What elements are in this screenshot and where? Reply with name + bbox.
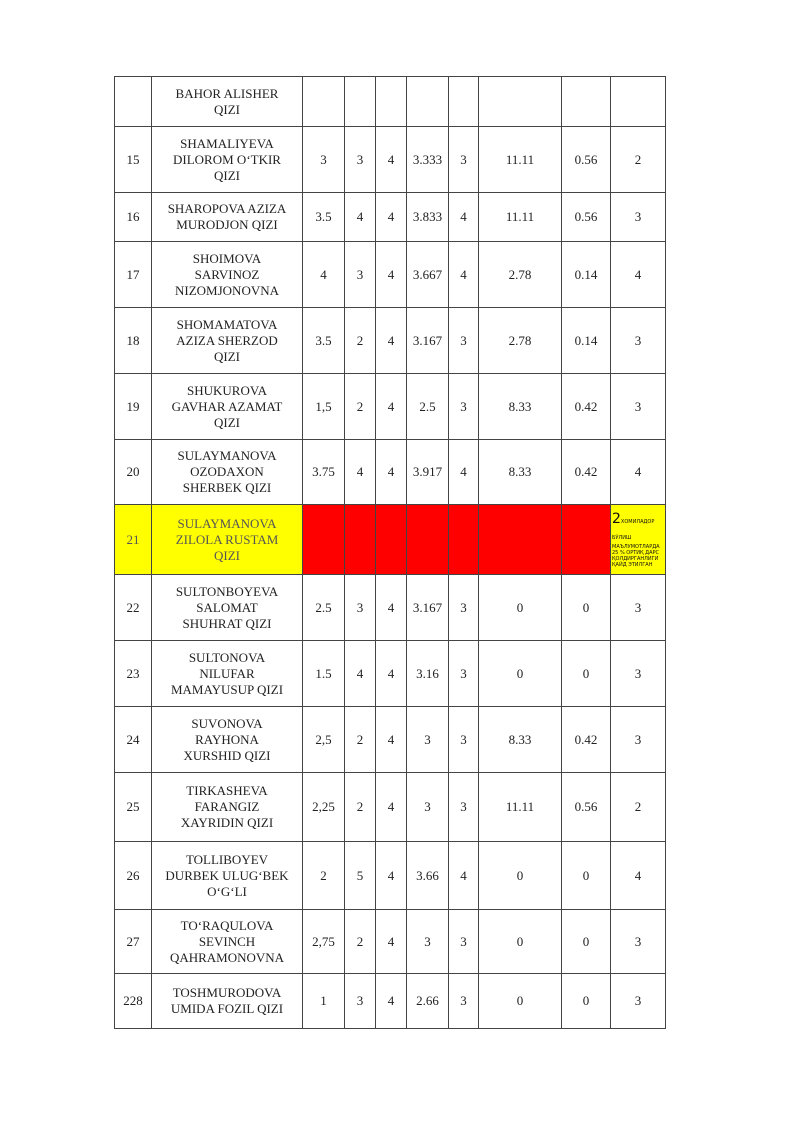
grade-cell: 4: [376, 842, 407, 910]
student-name: [152, 440, 303, 505]
grade-cell: 4: [376, 193, 407, 242]
grade-cell: 3.5: [303, 308, 345, 374]
grade-cell: 4: [376, 127, 407, 193]
table-row: [115, 77, 666, 127]
row-number: 22: [115, 575, 152, 641]
grade-cell: 5: [345, 842, 376, 910]
student-name: [152, 308, 303, 374]
grade-cell: 0: [479, 842, 562, 910]
table-row: [115, 242, 666, 308]
grade-cell: 2: [345, 707, 376, 773]
grade-cell: 4: [303, 242, 345, 308]
name-line: SHUHRAT QIZI: [182, 615, 272, 631]
name-line: XAYRIDIN QIZI: [180, 815, 274, 830]
name-line: AZIZA SHERZOD: [176, 332, 278, 348]
grade-cell: 3: [449, 308, 479, 374]
name-line: UMIDA FOZIL QIZI: [170, 1001, 284, 1016]
grade-cell: 4: [345, 641, 376, 707]
grade-cell: 3.167: [407, 575, 449, 641]
table-row: [115, 842, 666, 910]
name-line: O‘G‘LI: [207, 883, 247, 899]
grade-cell: 2: [345, 773, 376, 842]
name-line: QIZI: [214, 101, 240, 117]
grade-cell: 4: [376, 575, 407, 641]
row-number: [115, 77, 152, 127]
grade-cell: 3.66: [407, 842, 449, 910]
grade-cell: [562, 77, 611, 127]
grade-cell: 8.33: [479, 440, 562, 505]
name-line: SULAYMANOVA: [177, 515, 277, 531]
grade-cell: 0.14: [562, 308, 611, 374]
grade-cell: 4: [449, 193, 479, 242]
grade-cell: 4: [611, 842, 666, 910]
grade-cell: [479, 77, 562, 127]
grade-cell: 0.56: [562, 127, 611, 193]
grade-cell: [376, 505, 407, 575]
name-line: SHOIMOVA: [192, 250, 262, 266]
note-text: МАЪЛУМОТЛАРДА 25 % ОРТИҚ ДАРС ҚОЛДИРГАНЛИГИ ҚАЙД ЭТИЛГАН: [612, 544, 660, 568]
grade-cell: 2.78: [479, 242, 562, 308]
grade-cell: 3: [611, 707, 666, 773]
row-number: 21: [115, 505, 152, 575]
grade-cell: 4: [611, 440, 666, 505]
grade-cell: 3.833: [407, 193, 449, 242]
name-line: FARANGIZ: [194, 799, 260, 814]
grade-cell: 0.42: [562, 440, 611, 505]
name-line: BAHOR ALISHER: [175, 85, 279, 101]
name-line: QIZI: [214, 414, 240, 430]
grade-cell: 4: [376, 641, 407, 707]
name-line: OZODAXON: [190, 464, 264, 479]
grade-cell: 4: [376, 374, 407, 440]
grade-cell: 2.78: [479, 308, 562, 374]
grade-cell: 3: [611, 575, 666, 641]
grade-cell: [562, 505, 611, 575]
row-number: 25: [115, 773, 152, 842]
grade-cell: 4: [345, 193, 376, 242]
row-number: 20: [115, 440, 152, 505]
student-name: [152, 575, 303, 641]
grade-cell: [345, 77, 376, 127]
grade-cell: 0: [479, 910, 562, 974]
table-row: [115, 440, 666, 505]
name-line: RAYHONA: [195, 731, 259, 747]
grade-cell: 4: [449, 842, 479, 910]
name-line: SALOMAT: [196, 599, 258, 615]
grade-cell: [449, 77, 479, 127]
name-line: SARVINOZ: [194, 266, 260, 282]
name-line: MAMAYUSUP QIZI: [170, 681, 284, 697]
grade-cell: [407, 77, 449, 127]
student-name: [152, 773, 303, 842]
table-row: [115, 773, 666, 842]
row-number: 26: [115, 842, 152, 910]
name-line: SULAYMANOVA: [177, 448, 277, 463]
name-line: SULTONOVA: [188, 649, 266, 665]
student-name: [152, 910, 303, 974]
grade-cell: 3.5: [303, 193, 345, 242]
grade-cell: 2: [345, 910, 376, 974]
name-line: NILUFAR: [199, 665, 255, 681]
grade-cell: 4: [376, 308, 407, 374]
grade-cell: 3: [407, 707, 449, 773]
table-row: [115, 974, 666, 1029]
table-row: [115, 707, 666, 773]
grade-cell: 3: [407, 773, 449, 842]
row-number: 23: [115, 641, 152, 707]
row-number: 27: [115, 910, 152, 974]
row-number: 17: [115, 242, 152, 308]
grade-cell: 4: [376, 707, 407, 773]
name-line: NIZOMJONOVNA: [175, 282, 279, 298]
student-name: [152, 77, 303, 127]
name-line: SHAMALIYEVA: [180, 135, 274, 151]
grade-cell: 3: [449, 127, 479, 193]
grade-cell: [449, 505, 479, 575]
grade-cell: 4: [611, 242, 666, 308]
grade-cell: 1: [303, 974, 345, 1029]
student-name: [152, 842, 303, 910]
grade-cell: 11.11: [479, 773, 562, 842]
grade-cell: 2: [611, 773, 666, 842]
grade-cell: 3: [449, 575, 479, 641]
row-number: 19: [115, 374, 152, 440]
student-name: [152, 641, 303, 707]
grade-cell: 2: [345, 308, 376, 374]
name-line: QAHRAMONOVNA: [169, 949, 285, 965]
name-line: SEVINCH: [198, 933, 256, 949]
grade-cell: 3: [611, 910, 666, 974]
name-line: SHUKUROVA: [187, 382, 267, 398]
grade-cell: 3: [611, 641, 666, 707]
grade-cell: 2,75: [303, 910, 345, 974]
name-line: TOSHMURODOVA: [172, 985, 282, 1000]
grade-cell: 4: [345, 440, 376, 505]
name-line: GAVHAR AZAMAT: [171, 398, 283, 414]
student-name: [152, 707, 303, 773]
student-name: [152, 127, 303, 193]
grade-cell: 0.56: [562, 193, 611, 242]
grade-cell: 3: [449, 910, 479, 974]
grade-cell: 2,5: [303, 707, 345, 773]
student-name: [152, 193, 303, 242]
grade-cell: 3: [345, 575, 376, 641]
grade-cell: 0: [562, 842, 611, 910]
grade-cell: 1.5: [303, 641, 345, 707]
grade-cell: 4: [376, 974, 407, 1029]
grade-cell: 0: [562, 575, 611, 641]
table-row: [115, 308, 666, 374]
row-number: 228: [115, 974, 152, 1029]
name-line: DURBEK ULUG‘BEK: [165, 867, 289, 883]
grade-cell: 3.333: [407, 127, 449, 193]
name-line: DILOROM O‘TKIR: [173, 151, 281, 167]
table-row: [115, 374, 666, 440]
grade-cell: 3: [345, 974, 376, 1029]
note-heading: ХОМИЛАДОР БЎЛИШ: [612, 519, 655, 541]
row-number: 16: [115, 193, 152, 242]
row-number: 24: [115, 707, 152, 773]
table-row: [115, 127, 666, 193]
name-line: TO‘RAQULOVA: [180, 917, 274, 933]
grade-cell: 4: [449, 440, 479, 505]
grade-cell: 3: [611, 308, 666, 374]
table-row: [115, 910, 666, 974]
grade-cell: 0: [562, 974, 611, 1029]
grade-cell: 4: [376, 242, 407, 308]
grade-cell: 0.42: [562, 374, 611, 440]
grade-cell: 4: [376, 910, 407, 974]
grade-cell: 11.11: [479, 127, 562, 193]
name-line: MURODJON QIZI: [176, 217, 278, 232]
grade-cell: 3: [449, 773, 479, 842]
grade-cell: 3: [449, 707, 479, 773]
student-name: [152, 974, 303, 1029]
grade-cell: 3.917: [407, 440, 449, 505]
note-number: 2: [612, 511, 621, 527]
grade-cell: 3: [611, 974, 666, 1029]
grade-cell: 0: [562, 641, 611, 707]
grade-cell: 3: [407, 910, 449, 974]
row-number: 18: [115, 308, 152, 374]
grade-cell: 4: [376, 440, 407, 505]
grade-cell: 2.5: [407, 374, 449, 440]
grade-cell: 2: [611, 127, 666, 193]
grade-cell: 0: [479, 641, 562, 707]
name-line: SHAROPOVA AZIZA: [167, 201, 287, 216]
note-cell: [611, 505, 666, 575]
grade-cell: 2: [345, 374, 376, 440]
grade-cell: [345, 505, 376, 575]
grade-cell: 0.14: [562, 242, 611, 308]
grade-cell: 3.75: [303, 440, 345, 505]
grade-cell: 2: [303, 842, 345, 910]
grade-cell: 2.5: [303, 575, 345, 641]
grade-cell: [376, 77, 407, 127]
grade-cell: 3: [449, 641, 479, 707]
grade-cell: 3: [611, 193, 666, 242]
grades-table: [114, 76, 666, 1029]
name-line: TIRKASHEVA: [186, 783, 268, 798]
grade-cell: 3: [345, 127, 376, 193]
grade-cell: [611, 77, 666, 127]
grade-cell: [303, 77, 345, 127]
grade-cell: 2,25: [303, 773, 345, 842]
student-name: [152, 505, 303, 575]
grade-cell: 0: [479, 974, 562, 1029]
grade-cell: 4: [449, 242, 479, 308]
grade-cell: 3: [345, 242, 376, 308]
name-line: XURSHID QIZI: [183, 747, 271, 763]
table-body: [115, 77, 666, 1029]
grade-cell: 8.33: [479, 374, 562, 440]
table-row: [115, 193, 666, 242]
row-number: 15: [115, 127, 152, 193]
name-line: SULTONBOYEVA: [175, 583, 279, 599]
grade-cell: 0.42: [562, 707, 611, 773]
grade-cell: 2.66: [407, 974, 449, 1029]
grade-cell: 3.667: [407, 242, 449, 308]
student-name: [152, 242, 303, 308]
table-row: [115, 575, 666, 641]
grade-cell: [303, 505, 345, 575]
grade-cell: [479, 505, 562, 575]
grade-cell: 3: [611, 374, 666, 440]
name-line: ZILOLA RUSTAM: [175, 531, 279, 547]
grade-cell: 0: [562, 910, 611, 974]
grade-cell: 0: [479, 575, 562, 641]
name-line: QIZI: [214, 348, 240, 364]
table-row: [115, 641, 666, 707]
name-line: QIZI: [214, 547, 240, 563]
grade-cell: 3: [449, 974, 479, 1029]
table-row: [115, 505, 666, 575]
grade-cell: 0.56: [562, 773, 611, 842]
grade-cell: 3: [303, 127, 345, 193]
name-line: SHERBEK QIZI: [182, 480, 272, 495]
name-line: TOLLIBOYEV: [185, 851, 269, 867]
grade-cell: 3: [449, 374, 479, 440]
grade-cell: 3.16: [407, 641, 449, 707]
name-line: SHOMAMATOVA: [176, 316, 278, 332]
grade-cell: [407, 505, 449, 575]
grade-cell: 3.167: [407, 308, 449, 374]
grade-cell: 1,5: [303, 374, 345, 440]
grade-cell: 4: [376, 773, 407, 842]
grade-cell: 11.11: [479, 193, 562, 242]
name-line: SUVONOVA: [191, 715, 263, 731]
student-name: [152, 374, 303, 440]
grade-cell: 8.33: [479, 707, 562, 773]
name-line: QIZI: [214, 167, 240, 183]
